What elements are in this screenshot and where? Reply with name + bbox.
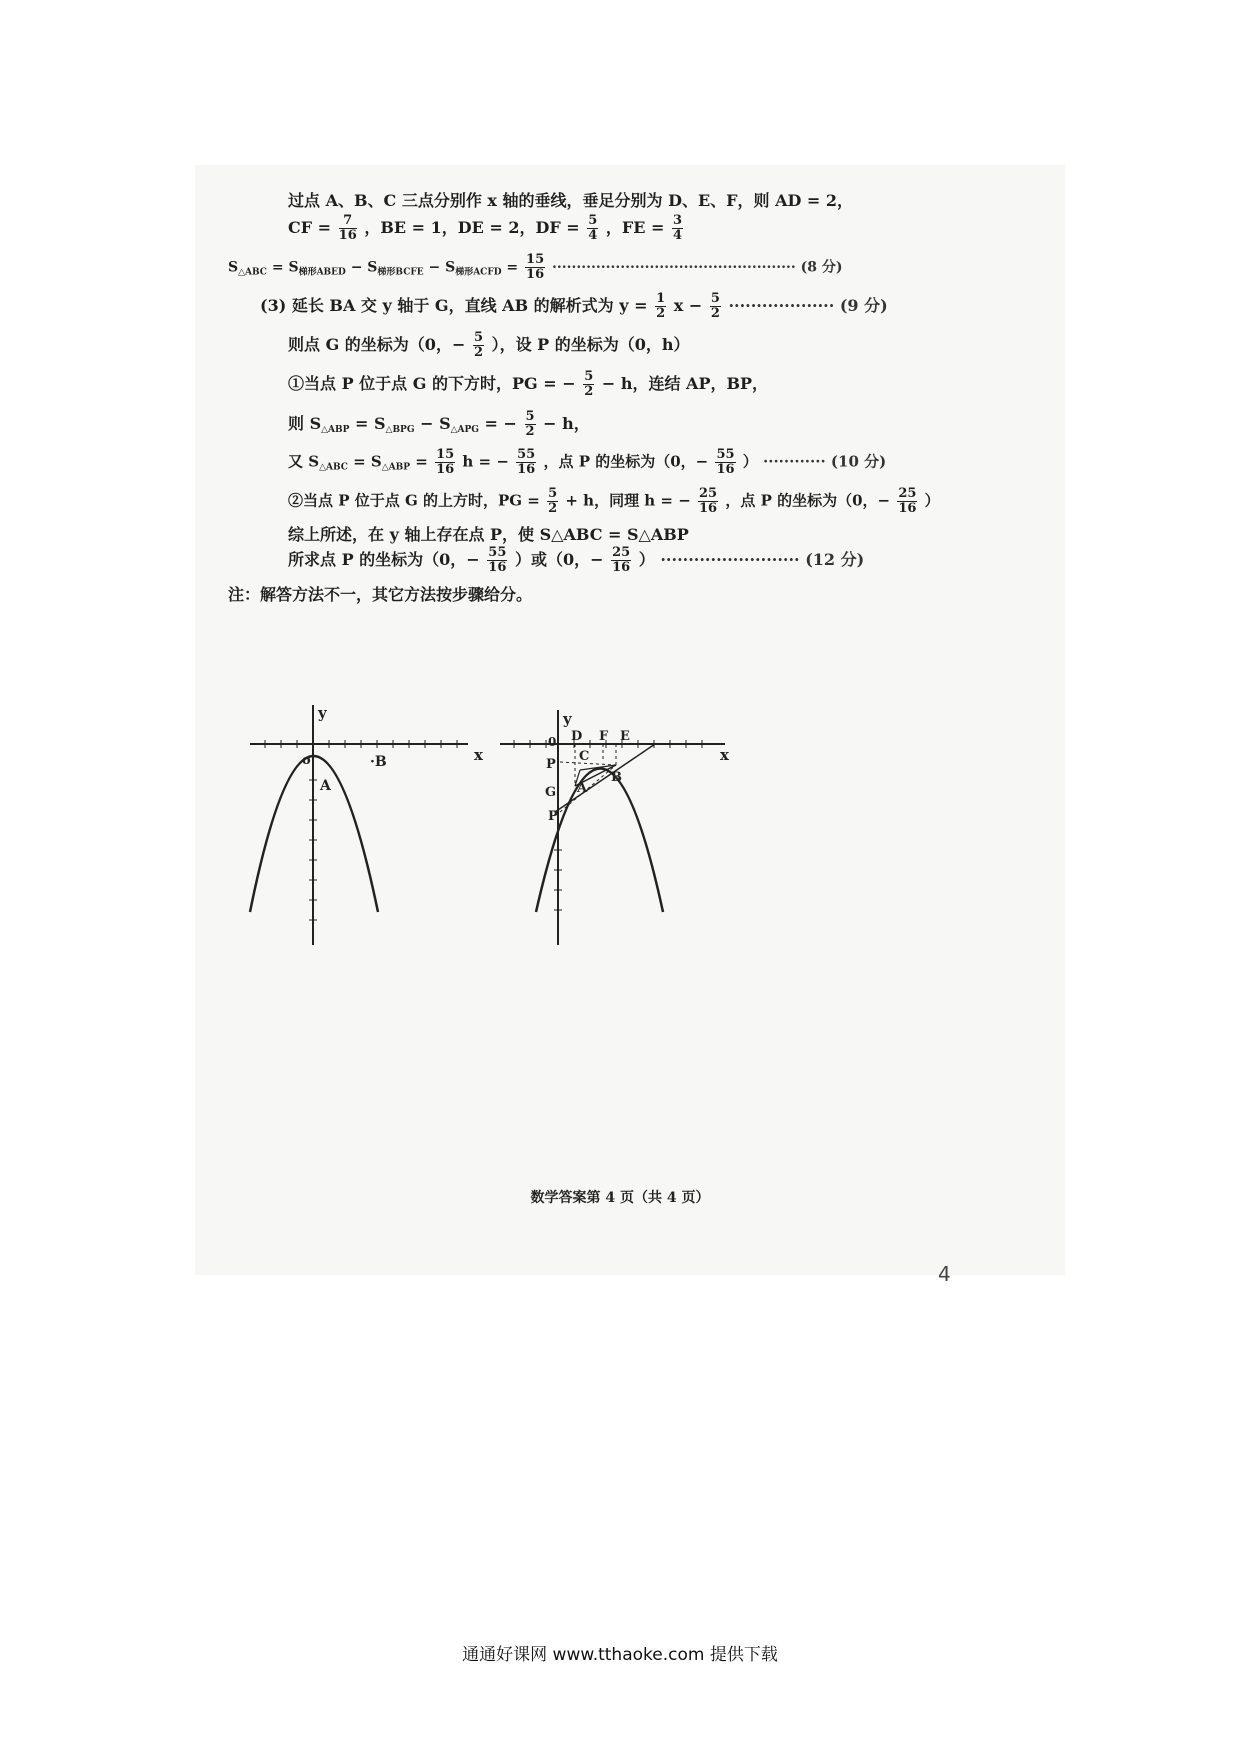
fraction-num: 25 bbox=[612, 545, 631, 560]
fraction-den: 16 bbox=[517, 462, 536, 477]
fraction-num: 1 bbox=[656, 291, 666, 306]
right-point-d-label: D bbox=[571, 729, 583, 744]
score-marker: ·················································· (8 分) bbox=[552, 259, 843, 276]
area-s: = S bbox=[347, 452, 382, 471]
right-point-b-label: B bbox=[611, 770, 622, 785]
subscript: △ABP bbox=[321, 425, 350, 435]
fraction-num: 5 bbox=[710, 291, 720, 306]
fraction-den: 16 bbox=[436, 462, 455, 477]
fraction-den: 16 bbox=[488, 560, 507, 575]
fraction-den: 4 bbox=[588, 228, 598, 243]
close-paren: ） bbox=[638, 550, 655, 569]
score-marker: ························· (12 分) bbox=[660, 550, 865, 569]
fraction-num: 55 bbox=[517, 447, 536, 462]
figure-left bbox=[250, 705, 468, 945]
fraction-den: 16 bbox=[338, 228, 357, 243]
fraction-num: 55 bbox=[488, 545, 507, 560]
fraction-den: 2 bbox=[710, 306, 720, 321]
line-10-text: 综上所述，在 y 轴上存在点 P，使 S△ABC = S△ABP bbox=[288, 525, 689, 544]
line-5-text: 则点 G 的坐标为（0，− bbox=[288, 335, 466, 354]
left-origin-label: o bbox=[302, 753, 311, 768]
right-point-c-label: C bbox=[579, 749, 590, 764]
score-marker: ··················· (9 分) bbox=[728, 296, 888, 315]
subscript: △BPG bbox=[385, 425, 415, 435]
x-minus: x − bbox=[673, 296, 703, 315]
fraction-den: 2 bbox=[473, 345, 483, 360]
fraction-den: 2 bbox=[584, 384, 594, 399]
left-x-label: x bbox=[474, 746, 483, 764]
line-6-tail: − h，连结 AP，BP， bbox=[601, 374, 769, 393]
area-s: − S bbox=[345, 259, 378, 276]
close-paren: ） bbox=[742, 452, 758, 471]
line-6-text: ①当点 P 位于点 G 的下方时，PG = − bbox=[288, 374, 576, 393]
fraction-den: 16 bbox=[716, 462, 735, 477]
fraction-num: 15 bbox=[436, 447, 455, 462]
right-point-a-label: A bbox=[577, 781, 588, 796]
area-s: = S bbox=[349, 414, 386, 433]
subscript: △ABP bbox=[381, 462, 411, 473]
fraction-den: 4 bbox=[673, 228, 683, 243]
left-y-label: y bbox=[318, 704, 327, 722]
area-s: = S bbox=[266, 259, 299, 276]
fraction-den: 16 bbox=[526, 267, 545, 282]
area-s: S bbox=[228, 259, 239, 276]
line-7-tail: − h， bbox=[543, 414, 590, 433]
fraction-den: 2 bbox=[656, 306, 666, 321]
line-ab bbox=[555, 744, 655, 812]
right-y-label: y bbox=[563, 710, 572, 728]
line-4-text: (3) 延长 BA 交 y 轴于 G，直线 AB 的解析式为 y = bbox=[260, 296, 648, 315]
right-point-p-upper-label: P bbox=[546, 757, 556, 772]
fraction-den: 2 bbox=[525, 424, 535, 439]
fraction-den: 2 bbox=[548, 501, 558, 516]
or-text: ）或（0，− bbox=[514, 550, 604, 569]
download-credit: 通通好课网 www.tthaoke.com 提供下载 bbox=[462, 1645, 778, 1665]
area-s: 则 S bbox=[288, 414, 322, 433]
fraction-den: 16 bbox=[699, 501, 718, 516]
fraction-num: 5 bbox=[548, 486, 558, 501]
subscript: 梯形BCFE bbox=[377, 267, 424, 278]
equals: = bbox=[410, 452, 428, 471]
equals: = bbox=[501, 259, 519, 276]
fraction-num: 15 bbox=[526, 252, 545, 267]
fraction-num: 5 bbox=[584, 369, 594, 384]
h-equals: + h，同理 h = − bbox=[565, 491, 691, 510]
fraction-num: 7 bbox=[339, 214, 357, 229]
line-5-tail: ），设 P 的坐标为（0，h） bbox=[491, 335, 690, 354]
point-p-text: ，点 P 的坐标为（0，− bbox=[543, 452, 709, 471]
fe-label: ，FE = bbox=[605, 218, 665, 237]
line-1-text: 过点 A、B、C 三点分别作 x 轴的垂线，垂足分别为 D、E、F，则 AD = 2， bbox=[288, 191, 854, 210]
area-s: 又 S bbox=[288, 452, 320, 471]
fraction-num: 25 bbox=[898, 486, 917, 501]
equals: = − bbox=[478, 414, 517, 433]
score-marker: ············ (10 分) bbox=[763, 452, 887, 471]
be-de-df-text: ，BE = 1，DE = 2，DF = bbox=[364, 218, 580, 237]
area-s: − S bbox=[423, 259, 456, 276]
fraction-num: 25 bbox=[699, 486, 718, 501]
subscript: △ABC bbox=[238, 267, 267, 278]
fraction-num: 3 bbox=[673, 213, 683, 228]
fraction-num: 5 bbox=[473, 330, 483, 345]
right-point-e-label: E bbox=[620, 729, 630, 744]
right-origin-label: 0 bbox=[548, 735, 557, 749]
line-9-text: ②当点 P 位于点 G 的上方时，PG = bbox=[288, 491, 540, 510]
subscript: △ABC bbox=[319, 462, 348, 473]
area-s: − S bbox=[414, 414, 451, 433]
subscript: △APG bbox=[450, 425, 479, 435]
right-point-f-label: F bbox=[599, 729, 609, 744]
right-point-g-label: G bbox=[545, 785, 557, 800]
right-point-p-lower-label: P bbox=[548, 809, 558, 824]
page-number: 4 bbox=[938, 1262, 951, 1286]
fraction-den: 16 bbox=[612, 560, 631, 575]
line-11-text: 所求点 P 的坐标为（0，− bbox=[288, 550, 480, 569]
note-text: 注：解答方法不一，其它方法按步骤给分。 bbox=[228, 585, 533, 604]
figure-right bbox=[500, 710, 725, 945]
fraction-num: 55 bbox=[716, 447, 735, 462]
point-p-text: ，点 P 的坐标为（0，− bbox=[725, 491, 891, 510]
close-paren: ） bbox=[924, 491, 940, 510]
fraction-den: 16 bbox=[898, 501, 917, 516]
left-point-a-label: A bbox=[320, 778, 331, 794]
cf-label: CF = bbox=[288, 218, 332, 237]
fraction-num: 5 bbox=[588, 213, 598, 228]
left-point-b-label: ·B bbox=[370, 754, 387, 770]
h-equals: h = − bbox=[462, 452, 509, 471]
fraction-num: 5 bbox=[525, 409, 535, 424]
right-x-label: x bbox=[720, 746, 729, 764]
page-footer-title: 数学答案第 4 页（共 4 页） bbox=[530, 1190, 710, 1206]
subscript: 梯形ACFD bbox=[455, 267, 502, 278]
subscript: 梯形ABED bbox=[298, 267, 346, 278]
